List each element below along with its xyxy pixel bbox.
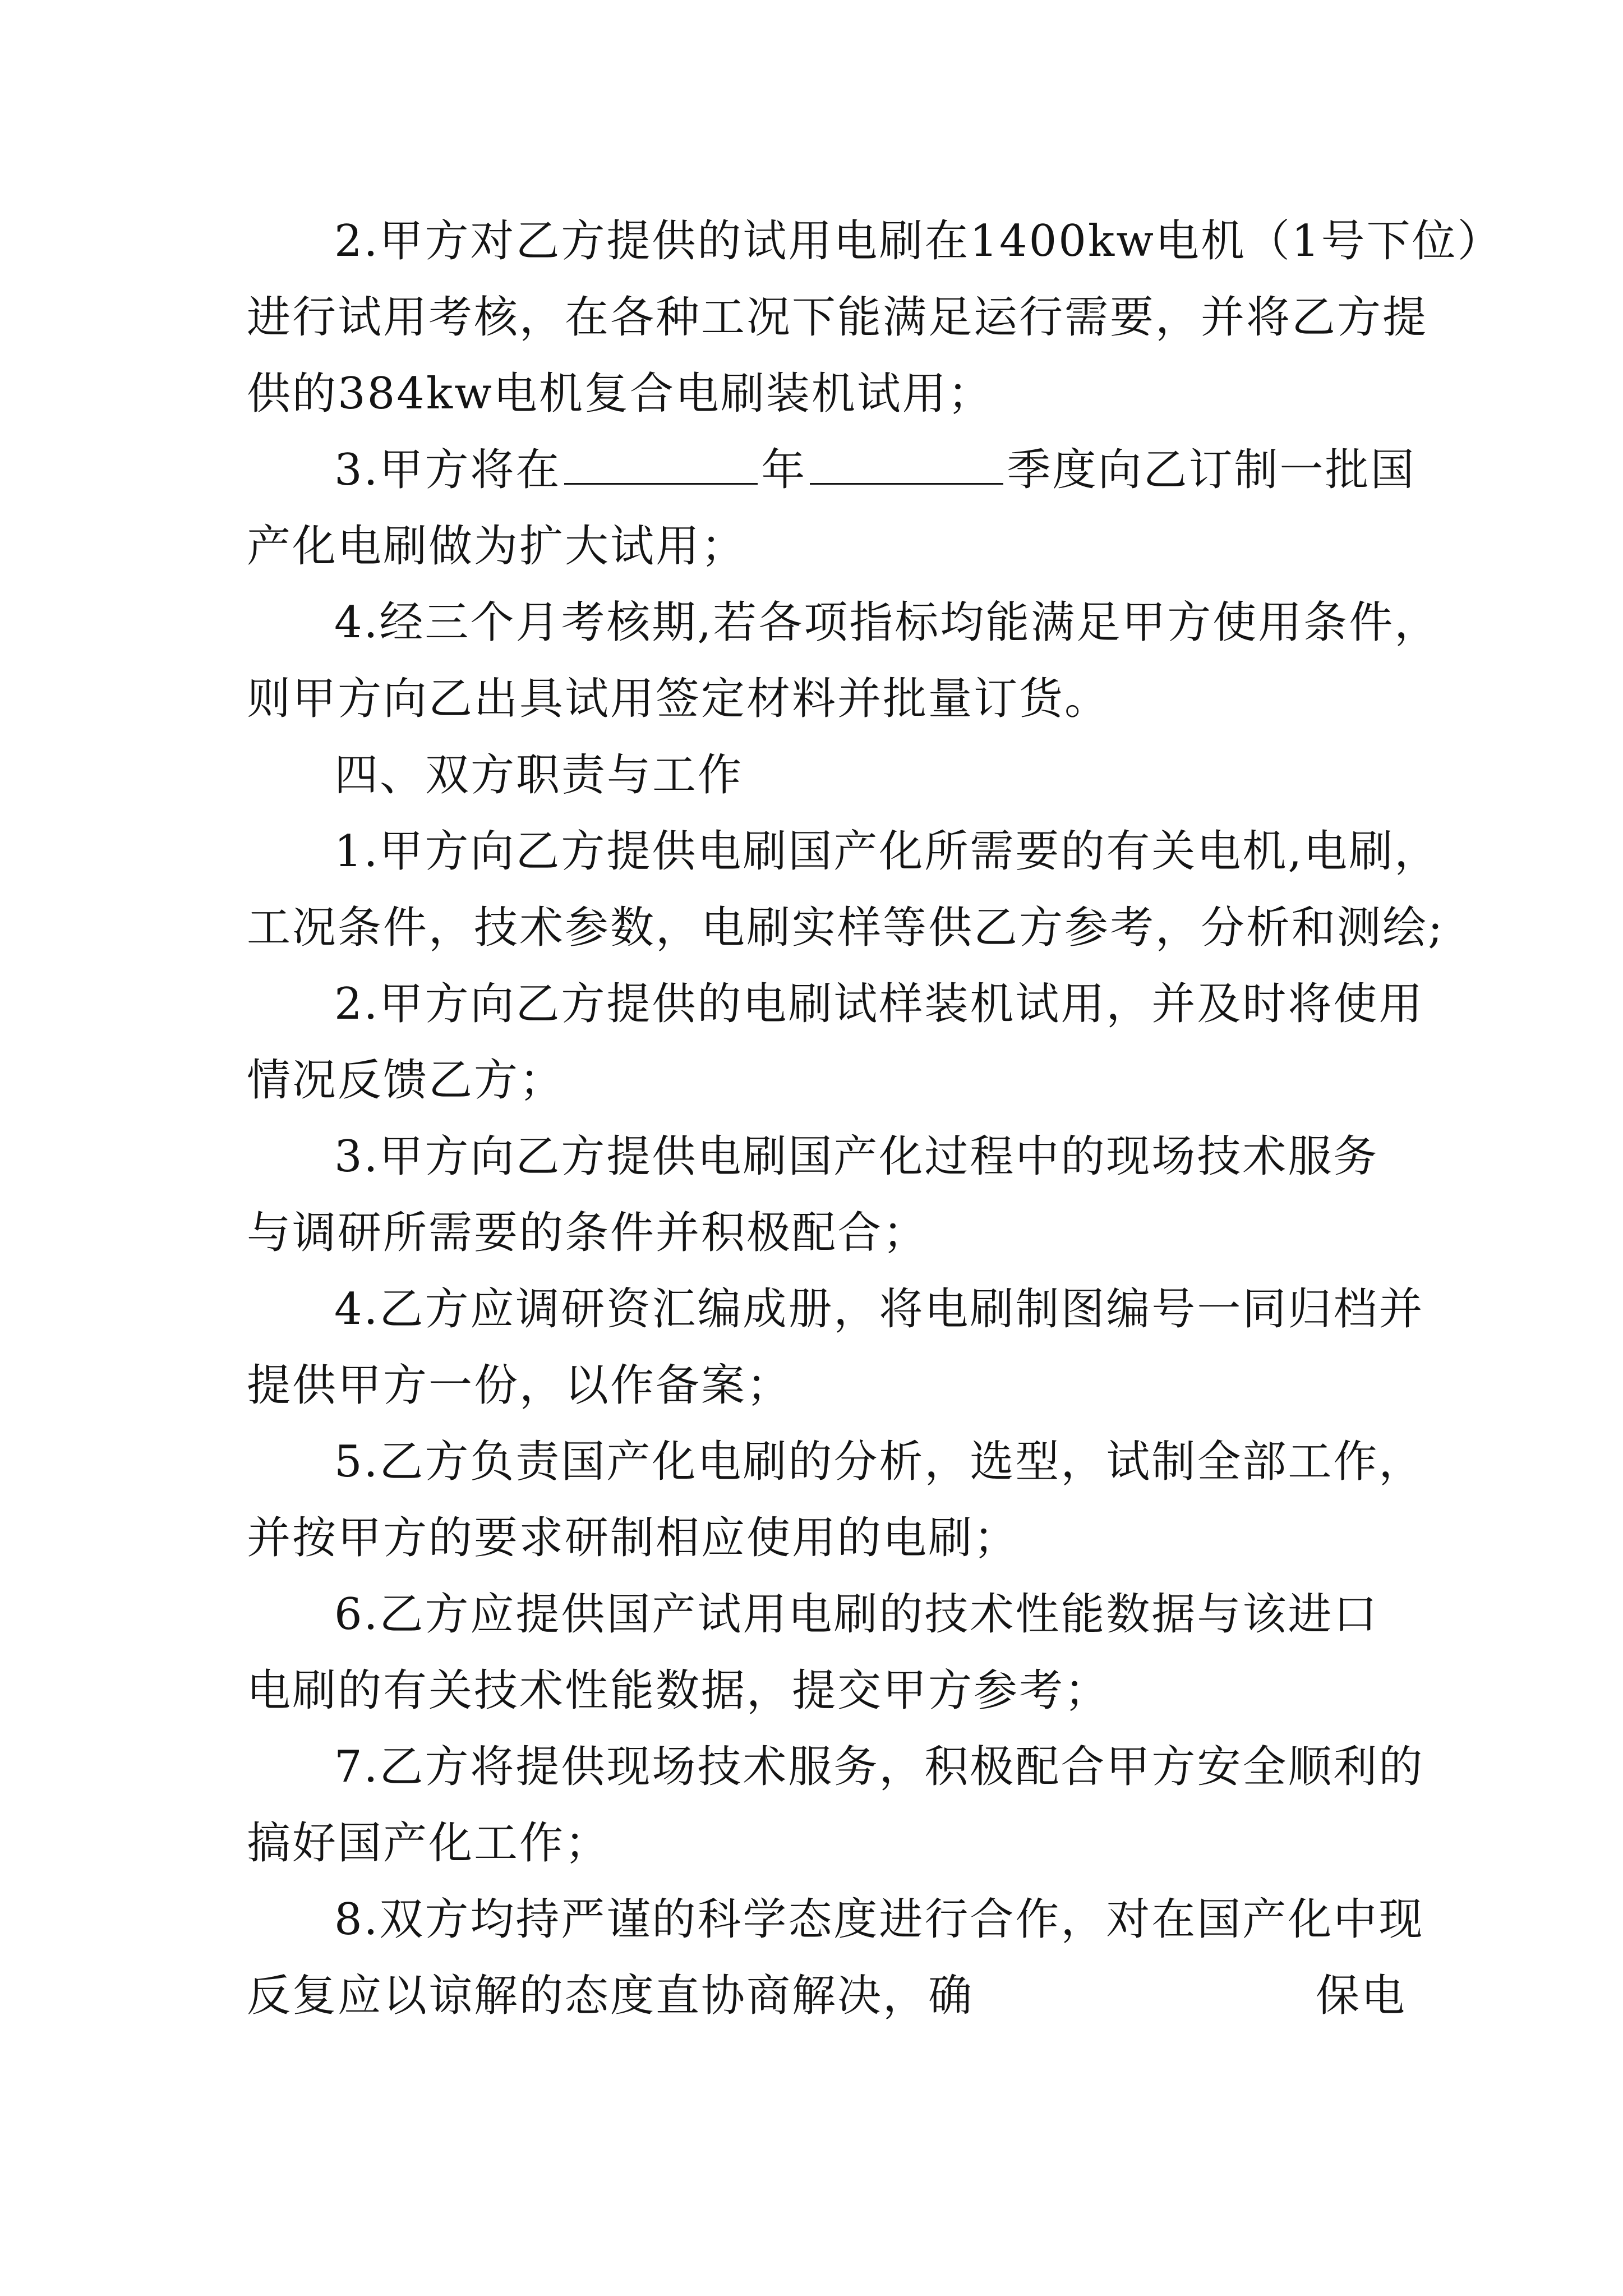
- clause-3-3-prefix: 3.甲方将在: [334, 445, 561, 495]
- clause-4-5-line-1: 5.乙方负责国产化电刷的分析，选型，试制全部工作，: [334, 1437, 1424, 1487]
- year-blank-field[interactable]: [564, 448, 758, 485]
- clause-4-4-line-1: 4.乙方应调研资汇编成册，将电刷制图编号一同归档并: [334, 1284, 1424, 1335]
- clause-4-6-line-2: 电刷的有关技术性能数据，提交甲方参考；: [247, 1665, 1110, 1716]
- clause-3-2-line-1: 2.甲方对乙方提供的试用电刷在1400kw电机（1号下位）: [334, 216, 1503, 266]
- clause-4-6-line-1: 6.乙方应提供国产试用电刷的技术性能数据与该进口: [334, 1589, 1379, 1640]
- clause-4-5-line-2: 并按甲方的要求研制相应使用的电刷；: [247, 1513, 1020, 1563]
- clause-3-2-line-3: 供的384kw电机复合电刷装机试用；: [247, 369, 993, 419]
- clause-4-8-line-1: 8.双方均持严谨的科学态度进行合作，对在国产化中现: [334, 1894, 1424, 1945]
- clause-3-3-line-2: 产化电刷做为扩大试用；: [247, 521, 747, 572]
- clause-3-3-year-label: 年: [761, 445, 807, 495]
- clause-4-8-line-2: [247, 1958, 1436, 2034]
- clause-4-2-line-2: 情况反馈乙方；: [247, 1055, 565, 1106]
- clause-3-4-line-2: 则甲方向乙出具试用签定材料并批量订货。: [247, 674, 1110, 724]
- clause-4-8-line-2-left: 反复应以谅解的态度直协商解决，确: [247, 1971, 974, 2021]
- clause-4-7-line-2: 搞好国产化工作；: [247, 1818, 611, 1869]
- clause-4-2-line-1: 2.甲方向乙方提供的电刷试样装机试用，并及时将使用: [334, 979, 1424, 1029]
- clause-4-3-line-2: 与调研所需要的条件并积极配合；: [247, 1208, 929, 1258]
- section-4-heading: 四、双方职责与工作: [334, 750, 744, 800]
- clause-3-2-line-2: 进行试用考核，在各种工况下能满足运行需要，并将乙方提: [247, 292, 1428, 343]
- clause-4-1-line-2: 工况条件，技术参数，电刷实样等供乙方参考，分析和测绘;: [247, 903, 1445, 953]
- clause-4-8-line-2-right: 保电: [1316, 1971, 1407, 2021]
- clause-3-3-suffix: 季度向乙订制一批国: [1007, 445, 1416, 495]
- clause-3-4-line-1: 4.经三个月考核期,若各项指标均能满足甲方使用条件，: [334, 597, 1440, 648]
- clause-4-1-line-1: 1.甲方向乙方提供电刷国产化所需要的有关电机,电刷，: [334, 826, 1440, 877]
- clause-4-3-line-1: 3.甲方向乙方提供电刷国产化过程中的现场技术服务: [334, 1131, 1379, 1182]
- clause-3-3-line-1: [247, 432, 1436, 508]
- quarter-blank-field[interactable]: [810, 448, 1003, 485]
- clause-4-4-line-2: 提供甲方一份，以作备案；: [247, 1360, 792, 1411]
- clause-4-7-line-1: 7.乙方将提供现场技术服务，积极配合甲方安全顺利的: [334, 1742, 1424, 1792]
- contract-body: [247, 203, 1503, 2034]
